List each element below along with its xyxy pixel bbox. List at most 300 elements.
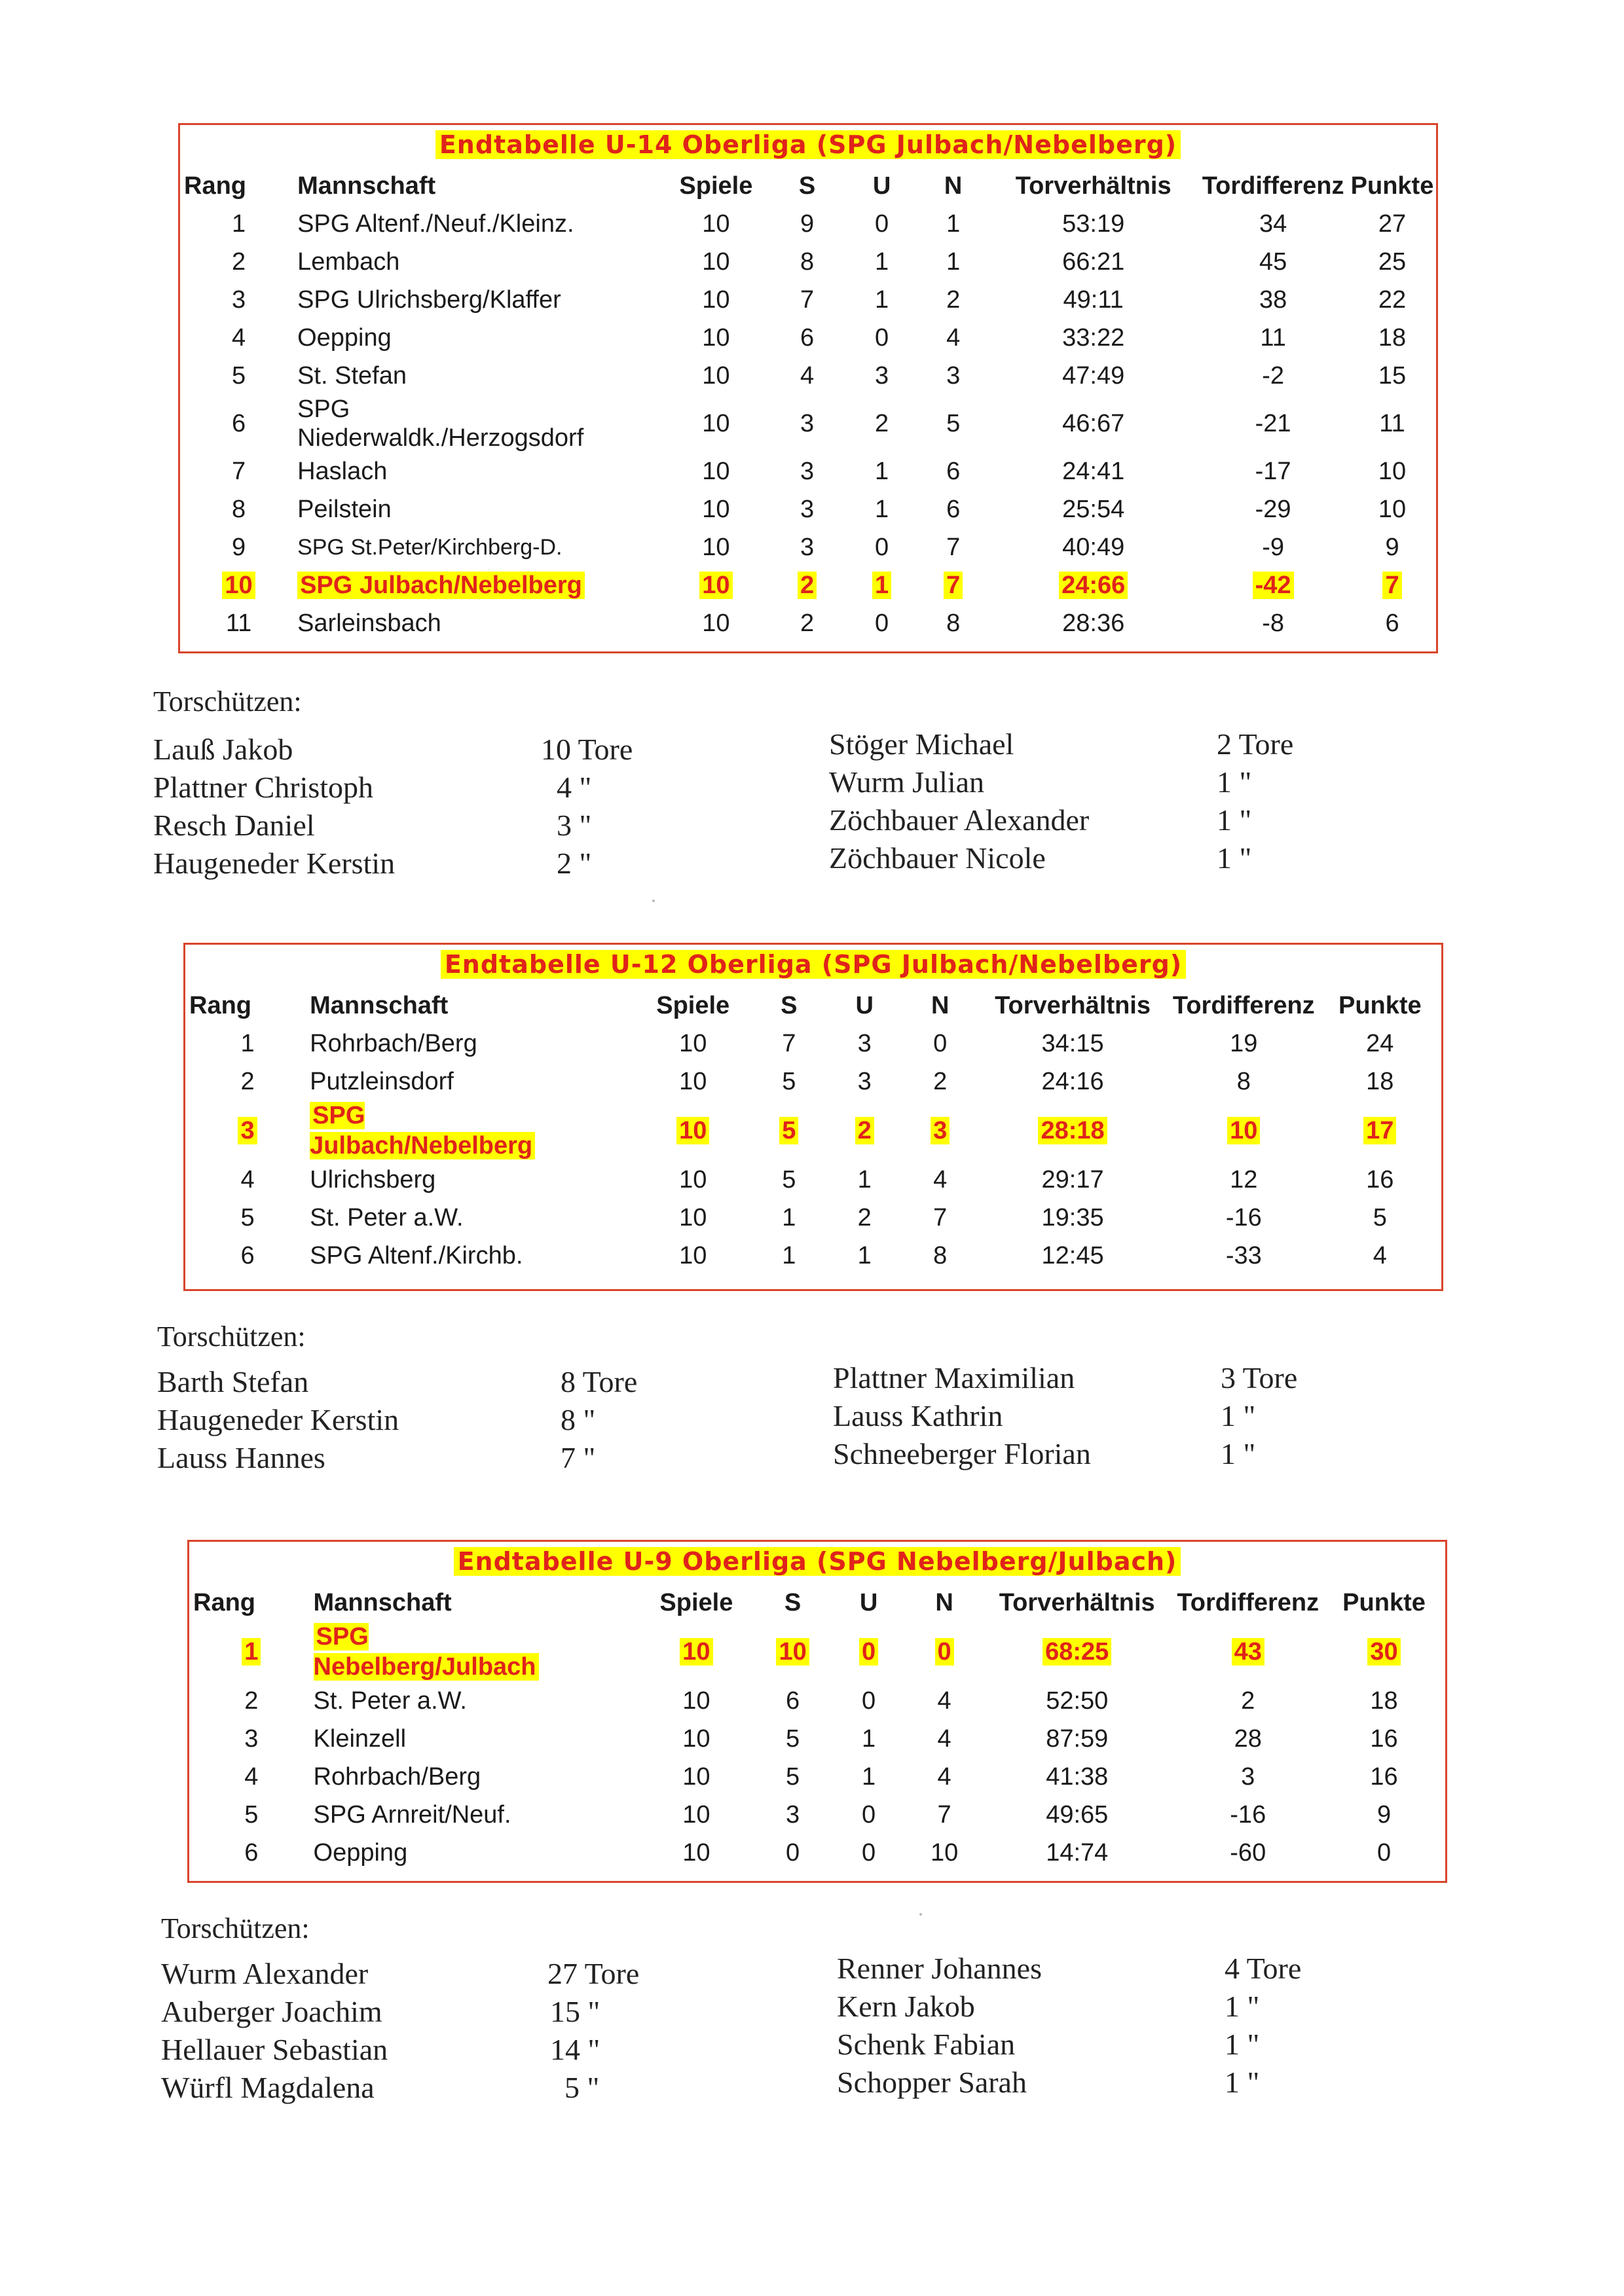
header-mannschaft: Mannschaft bbox=[313, 1588, 452, 1616]
cell-team: St. Stefan bbox=[297, 361, 407, 390]
table-row bbox=[180, 604, 1436, 642]
cell-tore: 28:18 bbox=[1038, 1117, 1107, 1144]
cell-s: 10 bbox=[776, 1638, 809, 1666]
table-row bbox=[180, 205, 1436, 243]
table-row bbox=[189, 1796, 1445, 1834]
cell-u: 0 bbox=[859, 1638, 878, 1666]
cell-team: SPG Ulrichsberg/Klaffer bbox=[297, 285, 561, 314]
cell-n: 8 bbox=[946, 609, 961, 637]
cell-team: Sarleinsbach bbox=[297, 609, 441, 637]
cell-s: 7 bbox=[782, 1029, 796, 1057]
cell-diff: -60 bbox=[1230, 1838, 1266, 1867]
cell-u: 1 bbox=[861, 1762, 876, 1791]
cell-s: 3 bbox=[786, 1800, 800, 1829]
cell-team: St. Peter a.W. bbox=[310, 1203, 464, 1231]
cell-u: 0 bbox=[875, 210, 889, 238]
cell-spiele: 10 bbox=[702, 323, 730, 352]
cell-s: 1 bbox=[782, 1241, 796, 1269]
table-title bbox=[185, 950, 1441, 979]
cell-spiele: 10 bbox=[702, 457, 730, 485]
cell-n: 0 bbox=[935, 1638, 954, 1666]
scorer-goals: 1 " bbox=[1221, 1437, 1256, 1470]
table-row bbox=[185, 1025, 1441, 1063]
cell-tore: 40:49 bbox=[1062, 533, 1125, 561]
cell-rang: 4 bbox=[240, 1165, 255, 1194]
cell-diff: 28 bbox=[1234, 1724, 1262, 1753]
cell-u: 1 bbox=[857, 1165, 872, 1194]
cell-spiele: 10 bbox=[702, 361, 730, 390]
cell-rang: 6 bbox=[244, 1838, 259, 1867]
cell-s: 3 bbox=[800, 495, 815, 523]
table-row bbox=[180, 243, 1436, 281]
cell-rang: 2 bbox=[244, 1686, 259, 1715]
cell-punkte: 10 bbox=[1378, 495, 1407, 523]
cell-team: SPG Julbach/Nebelberg bbox=[310, 1102, 535, 1159]
cell-tore: 49:11 bbox=[1063, 285, 1124, 314]
cell-u: 1 bbox=[872, 572, 891, 599]
cell-punkte: 17 bbox=[1363, 1117, 1396, 1144]
cell-rang: 7 bbox=[231, 457, 246, 485]
cell-punkte: 10 bbox=[1378, 457, 1407, 485]
cell-team: SPG St.Peter/Kirchberg-D. bbox=[297, 534, 563, 560]
header-torverhaeltnis: Torverhältnis bbox=[999, 1588, 1155, 1616]
cell-rang: 4 bbox=[244, 1762, 259, 1791]
cell-spiele: 10 bbox=[682, 1724, 710, 1753]
scorer-name: Lauß Jakob bbox=[153, 733, 293, 766]
scorer-goals: 10 Tore bbox=[541, 733, 633, 766]
cell-s: 5 bbox=[786, 1724, 800, 1753]
cell-diff: 34 bbox=[1259, 210, 1287, 238]
scorer-goals: 1 " bbox=[1217, 803, 1252, 837]
header-n: N bbox=[944, 172, 963, 200]
cell-n: 7 bbox=[933, 1203, 948, 1231]
header-s: S bbox=[784, 1588, 802, 1616]
scorer-name: Plattner Maximilian bbox=[833, 1361, 1075, 1394]
table-title-text: Endtabelle U-9 Oberliga (SPG Nebelberg/Julbach) bbox=[454, 1547, 1181, 1576]
table-row bbox=[180, 395, 1436, 452]
cell-u: 0 bbox=[875, 533, 889, 561]
scorer-goals: 5 " bbox=[564, 2071, 600, 2104]
cell-punkte: 15 bbox=[1378, 361, 1407, 390]
cell-n: 4 bbox=[937, 1686, 951, 1715]
cell-spiele: 10 bbox=[679, 1165, 707, 1194]
scorers-heading: Torschützen: bbox=[153, 685, 302, 718]
cell-team: SPG Julbach/Nebelberg bbox=[297, 572, 585, 599]
cell-punkte: 7 bbox=[1382, 572, 1401, 599]
cell-rang: 1 bbox=[240, 1029, 255, 1057]
cell-n: 7 bbox=[937, 1800, 951, 1829]
cell-tore: 12:45 bbox=[1041, 1241, 1104, 1269]
table-header-row bbox=[180, 167, 1436, 205]
scorer-goals: 8 Tore bbox=[561, 1365, 638, 1398]
cell-diff: -2 bbox=[1262, 361, 1284, 390]
table-row bbox=[180, 528, 1436, 566]
cell-u: 2 bbox=[875, 409, 889, 437]
table-row bbox=[189, 1720, 1445, 1758]
scan-speck bbox=[919, 1913, 922, 1916]
cell-s: 2 bbox=[800, 609, 815, 637]
cell-tore: 41:38 bbox=[1046, 1762, 1109, 1791]
header-tordifferenz: Tordifferenz bbox=[1172, 991, 1315, 1019]
cell-s: 0 bbox=[786, 1838, 800, 1867]
cell-diff: 19 bbox=[1230, 1029, 1258, 1057]
cell-rang: 5 bbox=[240, 1203, 255, 1231]
scorer-name: Auberger Joachim bbox=[161, 1995, 382, 2028]
table-header-row bbox=[189, 1584, 1445, 1622]
cell-tore: 66:21 bbox=[1062, 247, 1125, 276]
scorer-goals: 14 " bbox=[550, 2033, 600, 2066]
cell-tore: 19:35 bbox=[1041, 1203, 1104, 1231]
cell-rang: 4 bbox=[231, 323, 246, 352]
cell-diff: 11 bbox=[1260, 323, 1286, 352]
cell-punkte: 18 bbox=[1378, 323, 1407, 352]
scorer-name: Würfl Magdalena bbox=[161, 2071, 375, 2104]
cell-diff: -21 bbox=[1255, 409, 1291, 437]
scorer-name: Haugeneder Kerstin bbox=[153, 847, 396, 880]
scorer-name: Zöchbauer Alexander bbox=[829, 803, 1090, 837]
cell-u: 1 bbox=[875, 285, 889, 314]
cell-spiele: 10 bbox=[702, 210, 730, 238]
header-s: S bbox=[781, 991, 798, 1019]
scorer-goals: 2 " bbox=[557, 847, 592, 880]
scorer-name: Wurm Julian bbox=[829, 765, 985, 799]
scorer-goals: 1 " bbox=[1221, 1399, 1256, 1432]
header-torverhaeltnis: Torverhältnis bbox=[995, 991, 1151, 1019]
cell-punkte: 5 bbox=[1373, 1203, 1387, 1231]
scorer-goals: 4 Tore bbox=[1225, 1952, 1302, 1985]
scorer-name: Stöger Michael bbox=[829, 727, 1014, 761]
cell-u: 3 bbox=[857, 1029, 872, 1057]
header-n: N bbox=[931, 991, 950, 1019]
header-spiele: Spiele bbox=[659, 1588, 733, 1616]
cell-s: 6 bbox=[800, 323, 815, 352]
cell-s: 1 bbox=[782, 1203, 796, 1231]
cell-diff: 8 bbox=[1236, 1067, 1251, 1095]
table-row bbox=[185, 1063, 1441, 1101]
cell-diff: -8 bbox=[1262, 609, 1284, 637]
cell-rang: 2 bbox=[231, 247, 246, 276]
table-row-highlighted bbox=[185, 1101, 1441, 1161]
cell-diff: 12 bbox=[1230, 1165, 1258, 1194]
cell-punkte: 27 bbox=[1378, 210, 1407, 238]
cell-n: 4 bbox=[933, 1165, 948, 1194]
cell-tore: 29:17 bbox=[1041, 1165, 1104, 1194]
cell-s: 2 bbox=[798, 572, 817, 599]
cell-rang: 8 bbox=[231, 495, 246, 523]
cell-team: St. Peter a.W. bbox=[313, 1686, 467, 1715]
cell-rang: 6 bbox=[231, 409, 246, 437]
cell-spiele: 10 bbox=[679, 1029, 707, 1057]
cell-n: 2 bbox=[946, 285, 961, 314]
standings-grid bbox=[185, 987, 1441, 1275]
cell-s: 8 bbox=[800, 247, 815, 276]
cell-team: Peilstein bbox=[297, 495, 392, 523]
cell-s: 4 bbox=[800, 361, 815, 390]
cell-tore: 24:16 bbox=[1041, 1067, 1104, 1095]
cell-team: Kleinzell bbox=[313, 1724, 407, 1753]
cell-team: SPG Altenf./Kirchb. bbox=[310, 1241, 523, 1269]
cell-spiele: 10 bbox=[679, 1067, 707, 1095]
cell-s: 5 bbox=[782, 1165, 796, 1194]
cell-spiele: 10 bbox=[702, 285, 730, 314]
cell-diff: 10 bbox=[1227, 1117, 1260, 1144]
cell-u: 3 bbox=[857, 1067, 872, 1095]
cell-punkte: 16 bbox=[1370, 1724, 1398, 1753]
cell-rang: 10 bbox=[222, 572, 255, 599]
cell-spiele: 10 bbox=[702, 533, 730, 561]
cell-u: 0 bbox=[875, 609, 889, 637]
cell-tore: 49:65 bbox=[1046, 1800, 1109, 1829]
cell-s: 3 bbox=[800, 533, 815, 561]
cell-team: SPG Altenf./Neuf./Kleinz. bbox=[297, 210, 574, 238]
cell-tore: 68:25 bbox=[1043, 1638, 1111, 1666]
cell-team: SPG Niederwaldk./Herzogsdorf bbox=[297, 395, 584, 452]
cell-n: 3 bbox=[931, 1117, 950, 1144]
cell-n: 4 bbox=[937, 1762, 951, 1791]
cell-s: 3 bbox=[800, 457, 815, 485]
cell-punkte: 30 bbox=[1367, 1638, 1400, 1666]
cell-team: Oepping bbox=[297, 323, 392, 352]
scorer-name: Schopper Sarah bbox=[837, 2066, 1027, 2099]
scorer-name: Kern Jakob bbox=[837, 1990, 975, 2023]
cell-diff: 45 bbox=[1259, 247, 1287, 276]
cell-spiele: 10 bbox=[702, 609, 730, 637]
cell-u: 1 bbox=[857, 1241, 872, 1269]
cell-diff: -33 bbox=[1225, 1241, 1262, 1269]
cell-spiele: 10 bbox=[679, 1241, 707, 1269]
cell-u: 1 bbox=[875, 495, 889, 523]
scorer-goals: 3 " bbox=[557, 809, 592, 842]
cell-n: 4 bbox=[946, 323, 961, 352]
cell-punkte: 18 bbox=[1370, 1686, 1398, 1715]
cell-diff: -9 bbox=[1262, 533, 1284, 561]
scorer-goals: 2 Tore bbox=[1217, 727, 1294, 761]
cell-diff: -29 bbox=[1255, 495, 1291, 523]
header-tordifferenz: Tordifferenz bbox=[1202, 172, 1344, 200]
cell-n: 8 bbox=[933, 1241, 948, 1269]
cell-u: 0 bbox=[861, 1686, 876, 1715]
cell-punkte: 4 bbox=[1373, 1241, 1387, 1269]
cell-tore: 24:66 bbox=[1059, 572, 1128, 599]
table-title-text: Endtabelle U-14 Oberliga (SPG Julbach/Nebelberg) bbox=[435, 130, 1181, 159]
table-title bbox=[189, 1547, 1445, 1576]
cell-team: Haslach bbox=[297, 457, 388, 485]
table-row bbox=[189, 1682, 1445, 1720]
cell-n: 1 bbox=[946, 247, 961, 276]
scorer-goals: 1 " bbox=[1225, 2066, 1260, 2099]
scorer-goals: 27 Tore bbox=[547, 1957, 640, 1990]
cell-tore: 28:36 bbox=[1062, 609, 1125, 637]
scorer-goals: 1 " bbox=[1217, 765, 1252, 799]
cell-tore: 53:19 bbox=[1062, 210, 1125, 238]
cell-diff: 43 bbox=[1232, 1638, 1264, 1666]
cell-u: 0 bbox=[861, 1800, 876, 1829]
cell-spiele: 10 bbox=[702, 409, 730, 437]
cell-n: 0 bbox=[933, 1029, 948, 1057]
cell-punkte: 16 bbox=[1366, 1165, 1394, 1194]
cell-n: 4 bbox=[937, 1724, 951, 1753]
header-punkte: Punkte bbox=[1338, 991, 1422, 1019]
cell-tore: 25:54 bbox=[1062, 495, 1125, 523]
header-rang: Rang bbox=[189, 991, 251, 1019]
cell-u: 0 bbox=[875, 323, 889, 352]
scorer-goals: 1 " bbox=[1225, 2028, 1260, 2061]
cell-n: 5 bbox=[946, 409, 961, 437]
cell-diff: 38 bbox=[1259, 285, 1287, 314]
cell-n: 7 bbox=[944, 572, 963, 599]
cell-spiele: 10 bbox=[682, 1762, 710, 1791]
scorer-name: Renner Johannes bbox=[837, 1952, 1042, 1985]
table-row bbox=[185, 1237, 1441, 1275]
cell-spiele: 10 bbox=[699, 572, 732, 599]
table-row bbox=[185, 1199, 1441, 1237]
header-rang: Rang bbox=[193, 1588, 255, 1616]
scorers-heading: Torschützen: bbox=[157, 1321, 306, 1353]
scorer-name: Resch Daniel bbox=[153, 809, 315, 842]
standings-table-u12 bbox=[183, 943, 1443, 1291]
cell-tore: 87:59 bbox=[1046, 1724, 1109, 1753]
cell-u: 3 bbox=[875, 361, 889, 390]
cell-u: 1 bbox=[861, 1724, 876, 1753]
cell-rang: 5 bbox=[231, 361, 246, 390]
header-torverhaeltnis: Torverhältnis bbox=[1015, 172, 1172, 200]
cell-punkte: 9 bbox=[1376, 1800, 1392, 1829]
cell-diff: -16 bbox=[1225, 1203, 1262, 1231]
cell-s: 9 bbox=[800, 210, 815, 238]
table-row bbox=[185, 1161, 1441, 1199]
cell-s: 3 bbox=[800, 409, 815, 437]
scorer-name: Haugeneder Kerstin bbox=[157, 1403, 399, 1436]
header-punkte: Punkte bbox=[1342, 1588, 1426, 1616]
cell-u: 1 bbox=[875, 457, 889, 485]
cell-tore: 14:74 bbox=[1046, 1838, 1109, 1867]
cell-tore: 24:41 bbox=[1062, 457, 1125, 485]
cell-rang: 9 bbox=[231, 533, 246, 561]
scorer-name: Plattner Christoph bbox=[153, 771, 374, 804]
cell-punkte: 18 bbox=[1366, 1067, 1394, 1095]
scorer-goals: 4 " bbox=[557, 771, 592, 804]
cell-team: Ulrichsberg bbox=[310, 1165, 436, 1194]
cell-spiele: 10 bbox=[676, 1117, 709, 1144]
header-s: S bbox=[798, 172, 816, 200]
table-row bbox=[180, 319, 1436, 357]
header-spiele: Spiele bbox=[679, 172, 753, 200]
cell-rang: 3 bbox=[238, 1117, 257, 1144]
scorer-name: Barth Stefan bbox=[157, 1365, 309, 1398]
scorer-name: Lauss Hannes bbox=[157, 1441, 325, 1474]
cell-diff: 2 bbox=[1241, 1686, 1255, 1715]
cell-punkte: 9 bbox=[1385, 533, 1399, 561]
cell-spiele: 10 bbox=[702, 247, 730, 276]
cell-tore: 46:67 bbox=[1062, 409, 1125, 437]
cell-n: 6 bbox=[946, 457, 961, 485]
cell-punkte: 16 bbox=[1370, 1762, 1398, 1791]
cell-tore: 34:15 bbox=[1041, 1029, 1104, 1057]
cell-s: 7 bbox=[800, 285, 815, 314]
cell-team: Rohrbach/Berg bbox=[313, 1762, 481, 1791]
scorer-goals: 8 " bbox=[561, 1403, 596, 1436]
cell-n: 1 bbox=[946, 210, 961, 238]
cell-rang: 3 bbox=[231, 285, 246, 314]
header-u: U bbox=[855, 991, 874, 1019]
cell-rang: 1 bbox=[242, 1638, 261, 1666]
scan-speck bbox=[652, 900, 655, 902]
cell-team: Rohrbach/Berg bbox=[310, 1029, 477, 1057]
cell-punkte: 11 bbox=[1379, 409, 1405, 437]
header-rang: Rang bbox=[184, 172, 246, 200]
cell-s: 5 bbox=[779, 1117, 798, 1144]
cell-u: 1 bbox=[875, 247, 889, 276]
table-row bbox=[180, 490, 1436, 528]
cell-rang: 2 bbox=[240, 1067, 255, 1095]
table-row-highlighted bbox=[189, 1622, 1445, 1682]
cell-n: 7 bbox=[946, 533, 961, 561]
cell-diff: 3 bbox=[1241, 1762, 1255, 1791]
cell-rang: 11 bbox=[225, 609, 252, 637]
scorer-name: Schenk Fabian bbox=[837, 2028, 1016, 2061]
table-row bbox=[180, 357, 1436, 395]
cell-s: 5 bbox=[786, 1762, 800, 1791]
cell-diff: -16 bbox=[1230, 1800, 1266, 1829]
cell-tore: 47:49 bbox=[1062, 361, 1125, 390]
scorer-name: Zöchbauer Nicole bbox=[829, 841, 1046, 875]
cell-spiele: 10 bbox=[702, 495, 730, 523]
table-title bbox=[180, 130, 1436, 159]
cell-n: 3 bbox=[946, 361, 961, 390]
header-u: U bbox=[872, 172, 891, 200]
table-row bbox=[189, 1834, 1445, 1872]
cell-u: 2 bbox=[857, 1203, 872, 1231]
cell-punkte: 6 bbox=[1385, 609, 1399, 637]
cell-team: Lembach bbox=[297, 247, 400, 276]
table-row bbox=[189, 1758, 1445, 1796]
header-spiele: Spiele bbox=[656, 991, 730, 1019]
cell-tore: 52:50 bbox=[1046, 1686, 1109, 1715]
scorer-goals: 1 " bbox=[1225, 1990, 1260, 2023]
cell-punkte: 0 bbox=[1376, 1838, 1392, 1867]
cell-u: 2 bbox=[855, 1117, 874, 1144]
header-mannschaft: Mannschaft bbox=[310, 991, 449, 1019]
cell-team: Oepping bbox=[313, 1838, 408, 1867]
cell-spiele: 10 bbox=[682, 1800, 710, 1829]
table-row bbox=[180, 281, 1436, 319]
cell-diff: -42 bbox=[1253, 572, 1294, 599]
cell-n: 10 bbox=[930, 1838, 959, 1867]
header-u: U bbox=[859, 1588, 878, 1616]
cell-rang: 6 bbox=[240, 1241, 255, 1269]
scorer-name: Hellauer Sebastian bbox=[161, 2033, 388, 2066]
cell-team: Putzleinsdorf bbox=[310, 1067, 454, 1095]
cell-spiele: 10 bbox=[682, 1838, 710, 1867]
cell-s: 6 bbox=[786, 1686, 800, 1715]
scorer-name: Schneeberger Florian bbox=[833, 1437, 1091, 1470]
scorer-name: Lauss Kathrin bbox=[833, 1399, 1003, 1432]
header-punkte: Punkte bbox=[1350, 172, 1434, 200]
cell-rang: 3 bbox=[244, 1724, 259, 1753]
cell-punkte: 25 bbox=[1378, 247, 1407, 276]
cell-tore: 33:22 bbox=[1062, 323, 1125, 352]
cell-n: 6 bbox=[946, 495, 961, 523]
cell-s: 5 bbox=[782, 1067, 796, 1095]
cell-team: SPG Arnreit/Neuf. bbox=[313, 1800, 511, 1829]
standings-grid bbox=[180, 167, 1436, 642]
standings-grid bbox=[189, 1584, 1445, 1872]
cell-spiele: 10 bbox=[679, 1203, 707, 1231]
table-row-highlighted bbox=[180, 566, 1436, 604]
cell-spiele: 10 bbox=[682, 1686, 710, 1715]
scorer-goals: 3 Tore bbox=[1221, 1361, 1298, 1394]
scorer-name: Wurm Alexander bbox=[161, 1957, 369, 1990]
